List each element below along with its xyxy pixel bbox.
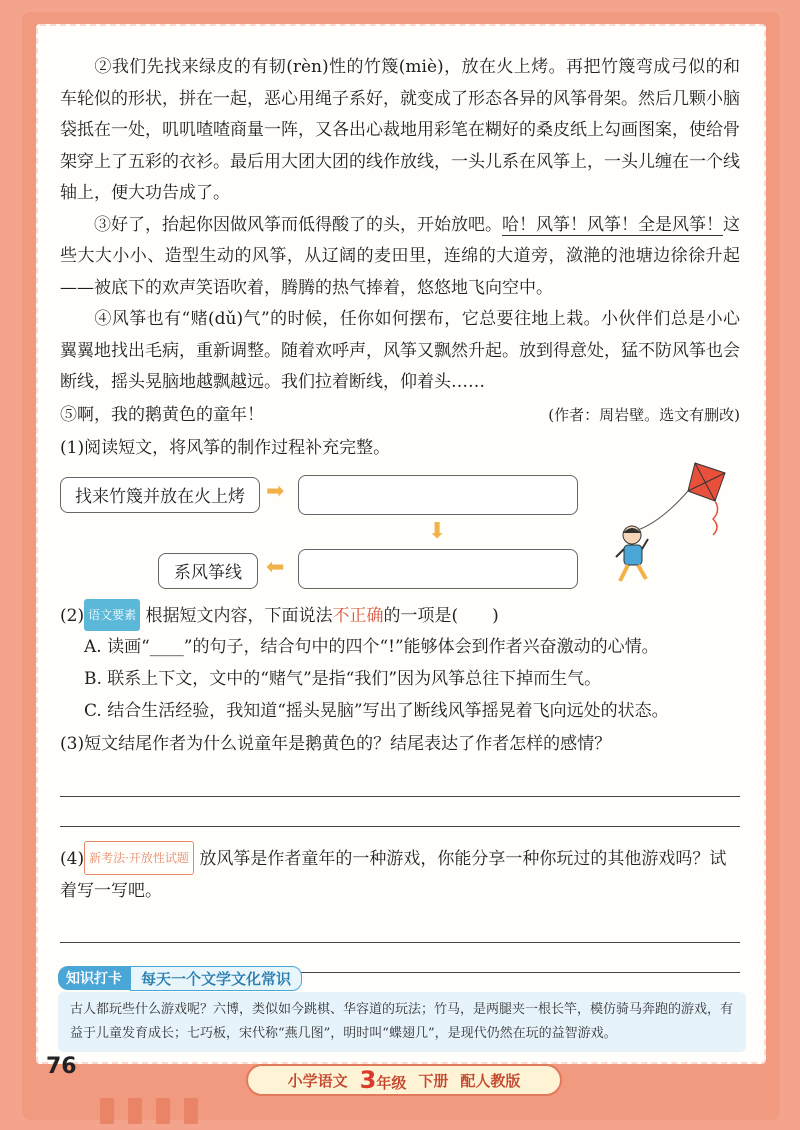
question-2-text-a: 根据短文内容，下面说法 [145, 605, 333, 626]
paragraph-3-text-b: 这些大大小小、造型生动的风筝，从辽阔的麦田里，连绵的大道旁，潋滟的池塘边徐徐升起——被底下的欢声笑语吹着，腾腾的热气捧着，悠悠地飞向空中。 [60, 214, 740, 298]
knowledge-header [58, 966, 746, 990]
paragraph-2-text: ②我们先找来绿皮的有韧(rèn)性的竹篾(miè)，放在火上烤。再把竹篾弯成弓似的和车轮似的形状，拼在一起，恶心用绳子系好，就变成了形态各异的风筝骨架。然后几颗小脑袋抵在一处，叽叽喳喳商量一阵，又各出心裁地用彩笔在糊好的桑皮纸上勾画图案，使给骨架穿上了五彩的衣衫。最后用大团大团的线作放线，一头儿系在风筝上，一头儿缠在一个线轴上，便大功告成了。 [60, 57, 740, 203]
author-credit: (作者：周岩壁。选文有删改) [548, 405, 740, 424]
paragraph-3 [60, 210, 740, 305]
knowledge-body: 古人都玩些什么游戏呢？六博，类似如今跳棋、华容道的玩法；竹马，是两腿夹一根长竿，模仿骑马奔跑的游戏，有益于儿童发育成长；七巧板，宋代称“燕几图”，明时叫“蝶翅几”，是现代仍然在玩的益智游戏。 [58, 992, 746, 1052]
tab-decoration [184, 1098, 198, 1124]
book-footer-badge [246, 1064, 562, 1096]
process-flowchart [60, 473, 740, 593]
question-4-number: (4) [60, 848, 85, 869]
paragraph-4-text: ④风筝也有“赌(dǔ)气”的时候，任你如何摆布，它总要往地上栽。小伙伴们总是小心翼翼地找出毛病，重新调整。随着欢呼声，风筝又飘然升起。放到得意处，猛不防风筝也会断线，摇头晃脑地越飘越远。我们拉着断线，仰着头…… [60, 309, 740, 392]
answer-line[interactable] [60, 913, 740, 943]
paragraph-4 [60, 304, 740, 399]
kite-boy-icon [600, 453, 730, 593]
option-a[interactable]: A. 读画“____”的句子，结合句中的四个“!”能够体会到作者兴奋激动的心情。 [84, 636, 659, 657]
tab-decoration [100, 1098, 114, 1124]
arrow-left-icon: ⬅ [266, 554, 285, 580]
paragraph-5 [60, 399, 740, 431]
step1-box: 找来竹篾并放在火上烤 [60, 477, 260, 513]
footer-volume: 下册 [418, 1071, 449, 1090]
footer-grade-suffix: 年级 [376, 1074, 407, 1092]
question-2-prompt [60, 599, 740, 631]
knowledge-card [58, 966, 746, 1054]
question-4-text: 放风筝是作者童年的一种游戏，你能分享一种你玩过的其他游戏吗？试着写一写吧。 [60, 848, 727, 901]
step3-answer-box[interactable] [298, 549, 578, 589]
option-b[interactable]: B. 联系上下文，文中的“赌气”是指“我们”因为风筝总往下掉而生气。 [84, 668, 602, 689]
knowledge-label: 知识打卡 [58, 966, 130, 990]
question-2-number: (2) [60, 605, 85, 626]
footer-subject: 小学语文 [287, 1071, 348, 1090]
question-2-text-b: 的一项是( ) [383, 605, 499, 626]
answer-line[interactable] [60, 767, 740, 797]
step2-answer-box[interactable] [298, 475, 578, 515]
paragraph-2 [60, 52, 740, 210]
knowledge-title: 每天一个文学文化常识 [130, 966, 302, 991]
underlined-sentence: 哈！风筝！风筝！全是风筝！ [502, 214, 723, 235]
arrow-right-icon: ➡ [266, 478, 285, 504]
option-c[interactable]: C. 结合生活经验，我知道“摇头晃脑”写出了断线风筝摇晃着飞向远处的状态。 [84, 700, 669, 721]
main-content [60, 52, 740, 973]
question-2-tag: 语文要素 [84, 599, 140, 631]
page-tabs [100, 1098, 198, 1124]
tab-decoration [128, 1098, 142, 1124]
question-4-tag: 新考法·开放性试题 [84, 841, 194, 875]
arrow-down-icon: ⬇ [428, 518, 447, 544]
tab-decoration [156, 1098, 170, 1124]
footer-edition: 配人教版 [460, 1071, 521, 1090]
question-3-prompt: (3)短文结尾作者为什么说童年是鹅黄色的？结尾表达了作者怎样的感情？ [60, 733, 612, 754]
question-2-emphasis: 不正确 [332, 605, 384, 626]
question-1-prompt: (1)阅读短文，将风筝的制作过程补充完整。 [60, 437, 391, 458]
step4-box: 系风筝线 [158, 553, 258, 589]
answer-line[interactable] [60, 797, 740, 827]
footer-grade-number: 3 [359, 1066, 377, 1094]
paragraph-5-text: ⑤啊，我的鹅黄色的童年！ [60, 404, 264, 425]
question-4-prompt [60, 841, 740, 907]
page-number: 76 [46, 1054, 77, 1079]
paragraph-3-text-a: ③好了，抬起你因做风筝而低得酸了的头，开始放吧。 [94, 214, 502, 235]
